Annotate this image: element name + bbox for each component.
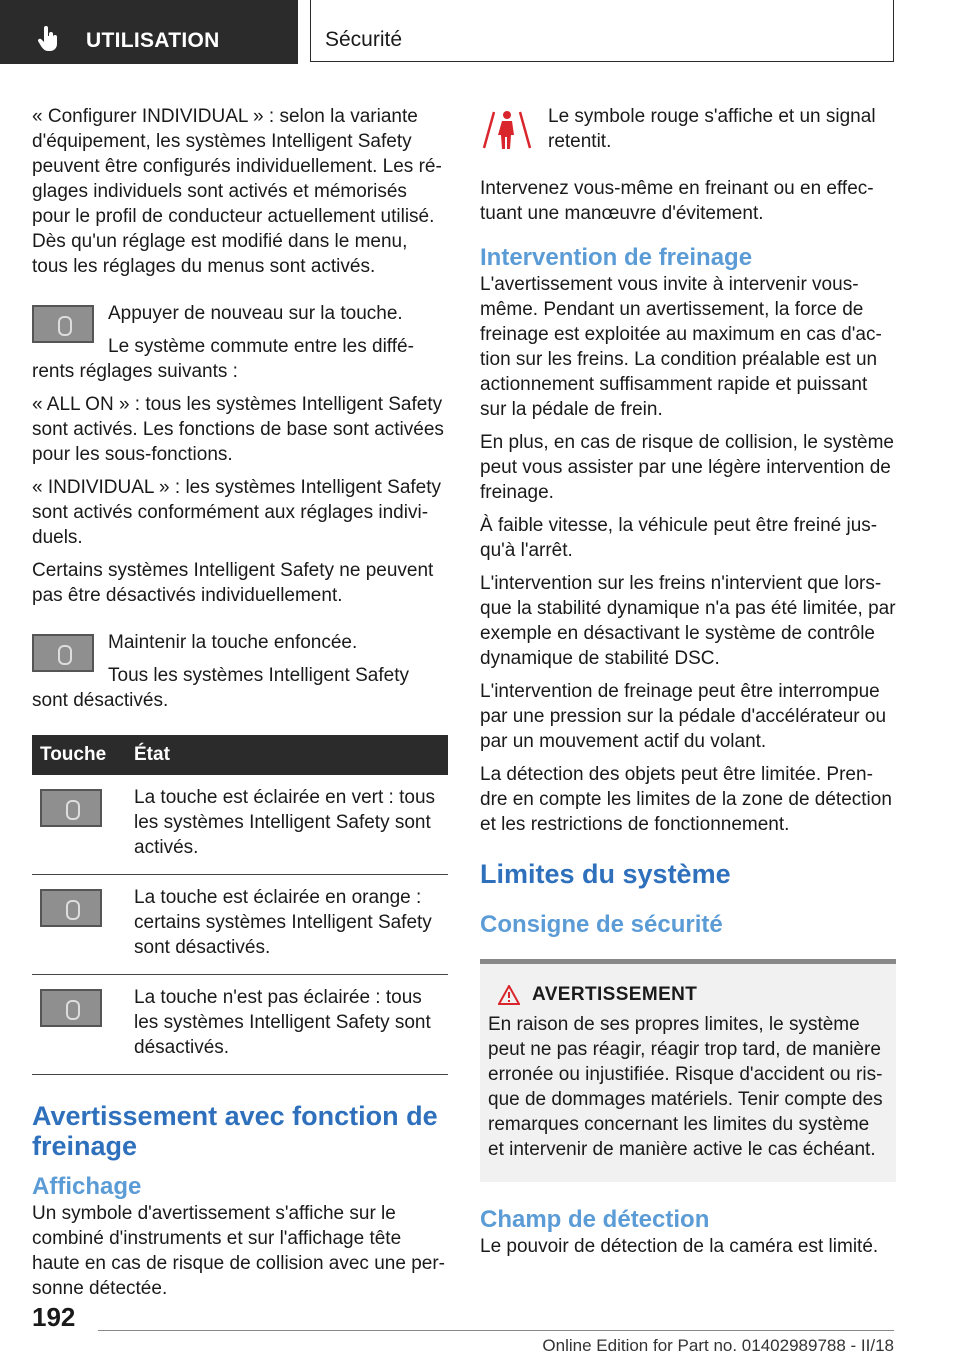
brake-paragraph: En plus, en cas de risque de collision, le système peut vous assister par une légère intervention de freinage. — [480, 432, 894, 503]
table-row — [32, 975, 448, 1075]
page-number: 192 — [32, 1302, 76, 1332]
table-row — [32, 775, 448, 875]
brake-paragraph: L'intervention de freinage peut être interrompue par une pression sur la pédale d'accélérateur ou par un mouvement actif du volant. — [480, 681, 887, 752]
button-green-icon — [40, 789, 102, 827]
button-off-icon — [40, 989, 102, 1027]
brake-paragraph: À faible vitesse, la véhicule peut être freiné jus-qu'à l'arrêt. — [480, 515, 878, 561]
table-header-button: Touche — [32, 735, 126, 775]
intelligent-safety-button-icon — [32, 305, 94, 343]
footer-edition: Online Edition for Part no. 01402989788 - II/18 — [542, 1336, 894, 1355]
button-state-table — [32, 735, 448, 1075]
table-row — [32, 875, 448, 975]
red-symbol-text: Le symbole rouge s'affiche et un signal retentit. — [548, 106, 876, 152]
table-header-state: État — [126, 735, 448, 775]
heading-brake-intervention: Intervention de freinage — [480, 244, 753, 271]
heading-system-limits: Limites du système — [480, 859, 731, 889]
heading-warning-brake: Avertissement avec fonction de freinage — [32, 1101, 438, 1161]
right-column — [480, 104, 896, 1267]
button-orange-icon — [40, 889, 102, 927]
brake-paragraph: L'intervention sur les freins n'intervient que lors-que la stabilité dynamique n'a pas été limitée, par exemple en désactivant le système de contrôle dynamique de stabilité DSC. — [480, 573, 896, 669]
state-text: La touche est éclairée en vert : tous les systèmes Intelligent Safety sont activés. — [126, 775, 448, 875]
heading-detection-field: Champ de détection — [480, 1206, 710, 1233]
state-text: La touche n'est pas éclairée : tous les systèmes Intelligent Safety sont désactivés. — [126, 975, 448, 1075]
individual-text: « INDIVIDUAL » : les systèmes Intelligent Safety sont activés conformément aux réglages indivi-duels. — [32, 477, 442, 548]
display-text: Un symbole d'avertissement s'affiche sur le combiné d'instruments et sur l'affichage tête haute en cas de risque de collision avec une per-sonne détectée. — [32, 1203, 445, 1299]
cannot-disable-text: Certains systèmes Intelligent Safety ne peuvent pas être désactivés individuellement. — [32, 560, 434, 606]
pedestrian-warning-icon — [482, 104, 532, 154]
warning-label: AVERTISSEMENT — [532, 984, 698, 1005]
press-again-block — [32, 301, 448, 384]
red-symbol-block — [480, 104, 896, 162]
warning-text: En raison de ses propres limites, le système peut ne pas réagir, réagir trop tard, de manière erronée ou injustifiée. Risque d'accident ou ris-que de dommages matériels. Tenir compte des remarques concernant les limites du système et intervenir de manière active le cas échéant. — [488, 1014, 883, 1160]
header-chapter-tab — [310, 0, 894, 62]
section-title: UTILISATION — [86, 29, 220, 52]
state-text: La touche est éclairée en orange : certains systèmes Intelligent Safety sont désactivés. — [126, 875, 448, 975]
intervene-text: Intervenez vous-même en freinant ou en effec-tuant une manœuvre d'évitement. — [480, 178, 874, 224]
brake-paragraph: L'avertissement vous invite à intervenir vous-même. Pendant un avertissement, la force de freinage est exploitée au maximum en cas d'ac-tion sur les freins. La condition préalable est un actionnement suffisamment rapide et puissant sur la pédale de frein. — [480, 274, 882, 420]
warning-triangle-icon — [498, 985, 520, 1005]
intelligent-safety-button-icon — [32, 634, 94, 672]
hold-text: Maintenir la touche enfoncée. — [108, 632, 358, 653]
switch-settings-text: Le système commute entre les diffé-rents réglages suivants : — [32, 336, 414, 382]
press-again-text: Appuyer de nouveau sur la touche. — [108, 303, 403, 324]
footer-divider — [98, 1330, 894, 1331]
detection-field-text: Le pouvoir de détection de la caméra est limité. — [480, 1236, 879, 1257]
heading-display: Affichage — [32, 1173, 142, 1200]
header-section-tab — [0, 0, 298, 64]
all-off-text: Tous les systèmes Intelligent Safety sont désactivés. — [32, 665, 409, 711]
all-on-text: « ALL ON » : tous les systèmes Intelligent Safety sont activés. Les fonctions de base sont activées pour les sous-fonctions. — [32, 394, 444, 465]
hand-pointer-icon — [38, 26, 60, 52]
brake-paragraph: La détection des objets peut être limitée. Pren-dre en compte les limites de la zone de détection et les restrictions de fonctionnement. — [480, 764, 892, 835]
heading-safety-note: Consigne de sécurité — [480, 911, 723, 938]
chapter-title: Sécurité — [325, 28, 403, 51]
hold-block — [32, 630, 448, 713]
left-column — [32, 104, 448, 1309]
intro-paragraph: « Configurer INDIVIDUAL » : selon la variante d'équipement, les systèmes Intelligent Safety peuvent être configurés individuellement. Les ré-glages individuels sont activés et mémorisés pour le profil de conducteur actuellement utilisé. Dès qu'un réglage est modifié dans le menu, tous les réglages du menus sont activés. — [32, 106, 442, 277]
warning-box — [480, 959, 896, 1182]
